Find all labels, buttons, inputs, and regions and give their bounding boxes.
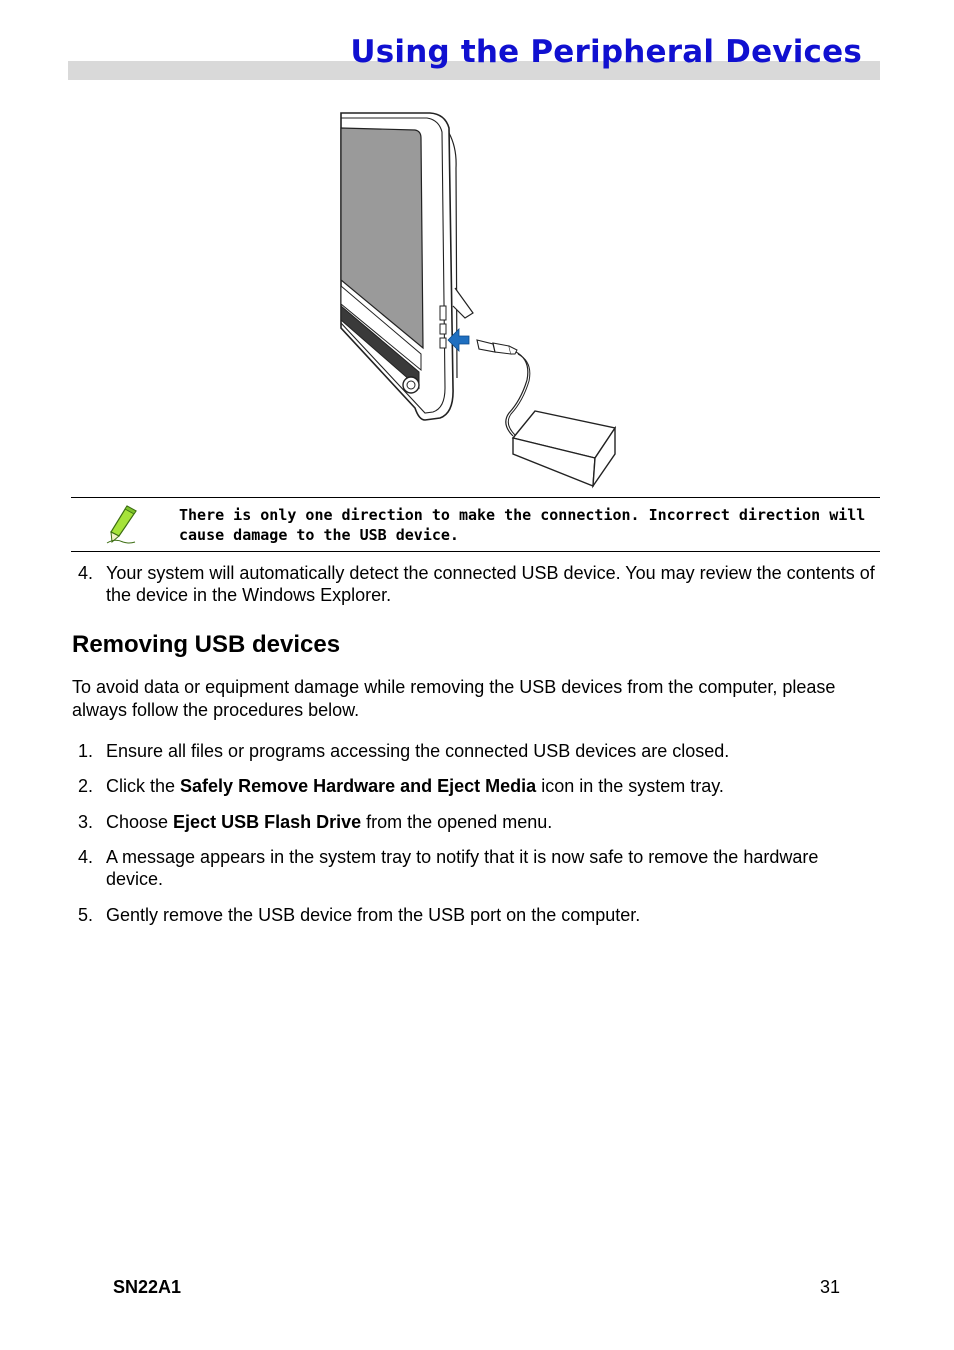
list-number: 3.	[78, 812, 94, 832]
list-text: Gently remove the USB device from the USB port on the computer.	[106, 905, 641, 925]
ui-element-name: Eject USB Flash Drive	[173, 812, 362, 832]
footer-model: SN22A1	[113, 1277, 182, 1297]
page-title: Using the Peripheral Devices	[350, 34, 862, 70]
ui-element-name: Safely Remove Hardware and Eject Media	[180, 776, 537, 796]
list-text: Ensure all files or programs accessing the connected USB devices are closed.	[106, 741, 730, 761]
list-number: 5.	[78, 905, 94, 925]
list-number: 1.	[78, 741, 94, 761]
section-intro: To avoid data or equipment damage while removing the USB devices from the computer, please always follow the procedures below.	[72, 677, 836, 720]
usb-connection-illustration	[335, 108, 625, 493]
section-heading: Removing USB devices	[72, 631, 341, 658]
pencil-note-icon	[105, 504, 139, 544]
usb-connection-figure	[335, 108, 625, 493]
list-text: A message appears in the system tray to notify that it is now safe to remove the hardware device.	[106, 847, 819, 889]
list-number: 4.	[78, 847, 94, 867]
note-text: There is only one direction to make the connection. Incorrect direction will cause damage to the USB device.	[179, 506, 866, 544]
list-number: 4.	[78, 563, 94, 583]
caution-note	[71, 497, 880, 552]
list-text: Choose Eject USB Flash Drive from the opened menu.	[106, 812, 553, 832]
list-text: Click the Safely Remove Hardware and Eject Media icon in the system tray.	[106, 776, 724, 796]
list-text: Your system will automatically detect the connected USB device. You may review the contents of the device in the Windows Explorer.	[106, 563, 875, 605]
page-number: 31	[819, 1277, 840, 1297]
list-number: 2.	[78, 776, 94, 796]
